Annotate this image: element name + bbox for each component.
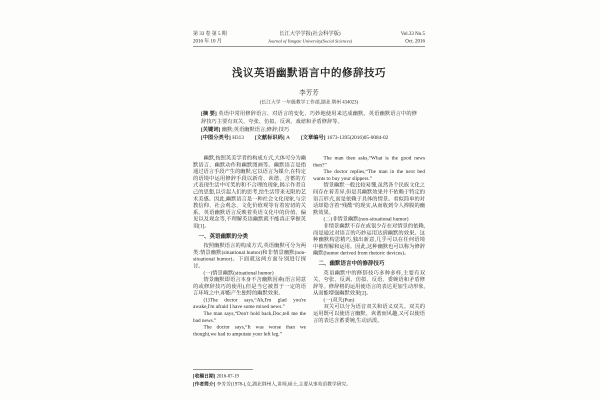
keywords-text: 幽默;英语幽默语言;修辞;技巧 bbox=[221, 127, 290, 133]
section-heading-classification: 一、英语幽默的分类 bbox=[198, 232, 248, 240]
keywords bbox=[201, 126, 417, 134]
example-line: The doctor says,“It was worse than we thought,we had to amputate your left leg.” bbox=[193, 324, 306, 337]
section-paragraph: 英语幽默中的修辞技巧多种多样,主要有双关、夸张、反讽、仿拟、反语、委婉语和矛盾修辞等。修辞格的运用使语言的表达更加生动形象,从而能增强幽默效果[2]。 bbox=[313, 270, 425, 297]
example-line: The doctor replies,“The man in the next bed wants to buy your slippers.” bbox=[313, 169, 425, 182]
doc-code-label: [文献标识码] bbox=[254, 135, 285, 141]
volume-issue-cn: 第 33 卷 第 5 期 bbox=[193, 31, 227, 37]
abstract-label: [摘 要] bbox=[201, 111, 217, 117]
author-affiliation: (长江大学 一年级教学工作部,湖北 荆州 434023) bbox=[259, 100, 359, 105]
header-right bbox=[365, 30, 425, 45]
author-bio-text: 李芳芳(1978-),女,湖北荆州人,讲师,硕士,主要从事英语教学研究。 bbox=[216, 382, 351, 387]
intro-paragraph: 幽默,按照英美学者的构成方式,大体可分为幽默语言、幽默动作和幽默图画等。幽默语言是指通过语言手段产生的幽默,它以语言为媒介,在特定的语境中运用修辞手段以新奇、诙谐、含蓄的方式表现生活中可笑的和不合理的现象,揭示作者自己的思想,以引起人们的思考,给生活带来无限的艺术美感。因此,幽默语言是一种社会文化现象,与宗教信仰、社会观念、文化价值观等有着密切的关系。英语幽默语言反映着英语文化中的价值、偏见以及观念等,不理解英语幽默就不能真正掌握英语[1]。 bbox=[193, 155, 306, 229]
subsection-heading-non-situational: (二)非情景幽默(non-situational humor) bbox=[323, 216, 409, 223]
clc-label: [中图分类号] bbox=[201, 135, 231, 141]
clc-value: H313 bbox=[232, 135, 244, 141]
abstract-text: 英语中常用修辞语言、对语言的变化、巧妙地使用来达成幽默。英语幽默语言中的修辞技巧主要有双关、夸张、仿拟、反讽、戏谑和矛盾修辞等。 bbox=[201, 111, 418, 125]
header-rule bbox=[193, 47, 425, 48]
body-column-right bbox=[313, 155, 425, 356]
example-line: (1)The doctor says,“Ah,I'm glad you're awake,I'm afraid I have some mixed news.” bbox=[193, 297, 306, 310]
header-center bbox=[250, 30, 370, 45]
received-label: [收稿日期] bbox=[193, 374, 216, 379]
received-date bbox=[193, 373, 425, 381]
keywords-label: [关键词] bbox=[201, 127, 221, 133]
subsection-heading-pun: (一)双关(Pun) bbox=[323, 297, 355, 303]
abstract bbox=[201, 110, 417, 126]
footnotes bbox=[193, 373, 425, 389]
date-en: Oct. 2016 bbox=[405, 38, 425, 44]
section-heading-rhetoric: 二、幽默语言中的修辞技巧 bbox=[318, 259, 385, 267]
subsection-heading-situational: (一)情景幽默(situational humor) bbox=[203, 270, 274, 276]
date-cn: 2016 年 10 月 bbox=[193, 38, 222, 44]
volume-issue-en: Vol.33 No.5 bbox=[400, 31, 425, 37]
abstract-block bbox=[201, 110, 417, 142]
journal-name-cn: 长江大学学报(社会科学版) bbox=[279, 31, 341, 37]
classification-line bbox=[201, 134, 417, 142]
subsection-paragraph: 双关可以分为语音双关和语义双关。双关的运用既可以使语言幽默、诙谐而风趣,又可以使语言的表达含蓄委婉,生动活泼。 bbox=[313, 304, 425, 324]
author-bio-label: [作者简介] bbox=[193, 382, 216, 387]
footnote-rule bbox=[193, 369, 253, 370]
header-left bbox=[193, 30, 227, 45]
situational-comment-paragraph: 情景幽默一般比较易懂,虽然各个民族文化之间存在着差异,但是其幽默效果并不依赖于特定的语言形式,而是依赖于具体的情景。看似简单的对话却隐含着“残酷”的现实,从而收到令人捧腹的幽默效果。 bbox=[313, 182, 425, 216]
doc-code-value: A bbox=[286, 135, 290, 141]
author-bio bbox=[193, 381, 425, 389]
example-line: The man then asks,“What is the good news then?” bbox=[313, 155, 425, 168]
section-paragraph: 按照幽默语言的构成方式,英语幽默可分为两类:情景幽默(situational humor)和非情景幽默(non-situational humor)。下面就这两方面分别进行探讨。 bbox=[193, 243, 306, 269]
example-line: The man says,“Don't hold back,Doc,tell me the bad news.” bbox=[193, 311, 306, 324]
subsection-paragraph: 情景幽默即语言本身不含幽默因素(语言同意的或修辞技巧的使用),但是当它被置于一定的语言环境之中,却能产生独特的幽默效果。 bbox=[193, 277, 306, 297]
article-title: 浅议英语幽默语言中的修辞技巧 bbox=[232, 66, 386, 79]
article-author: 李芳芳 bbox=[299, 88, 319, 96]
article-no-value: 1673-1395(2016)05-0084-02 bbox=[326, 135, 389, 141]
journal-name-en: Journal of Yangtze University(Social Sciences) bbox=[267, 38, 353, 44]
article-no-label: [文章编号] bbox=[300, 135, 326, 141]
subsection-paragraph: 非情景幽默不存在或很少存在对情景的依赖,而是通过对语言的巧妙运用达到幽默的效果。这种幽默构思精巧,独出新意,几乎可以在任何语境中被理解和运用。因此,这种幽默也可以称为修辞幽默(humor derived from rhetoric devices)。 bbox=[313, 223, 425, 257]
body-column-left bbox=[193, 155, 306, 356]
received-value: 2016-07-19 bbox=[216, 374, 239, 379]
